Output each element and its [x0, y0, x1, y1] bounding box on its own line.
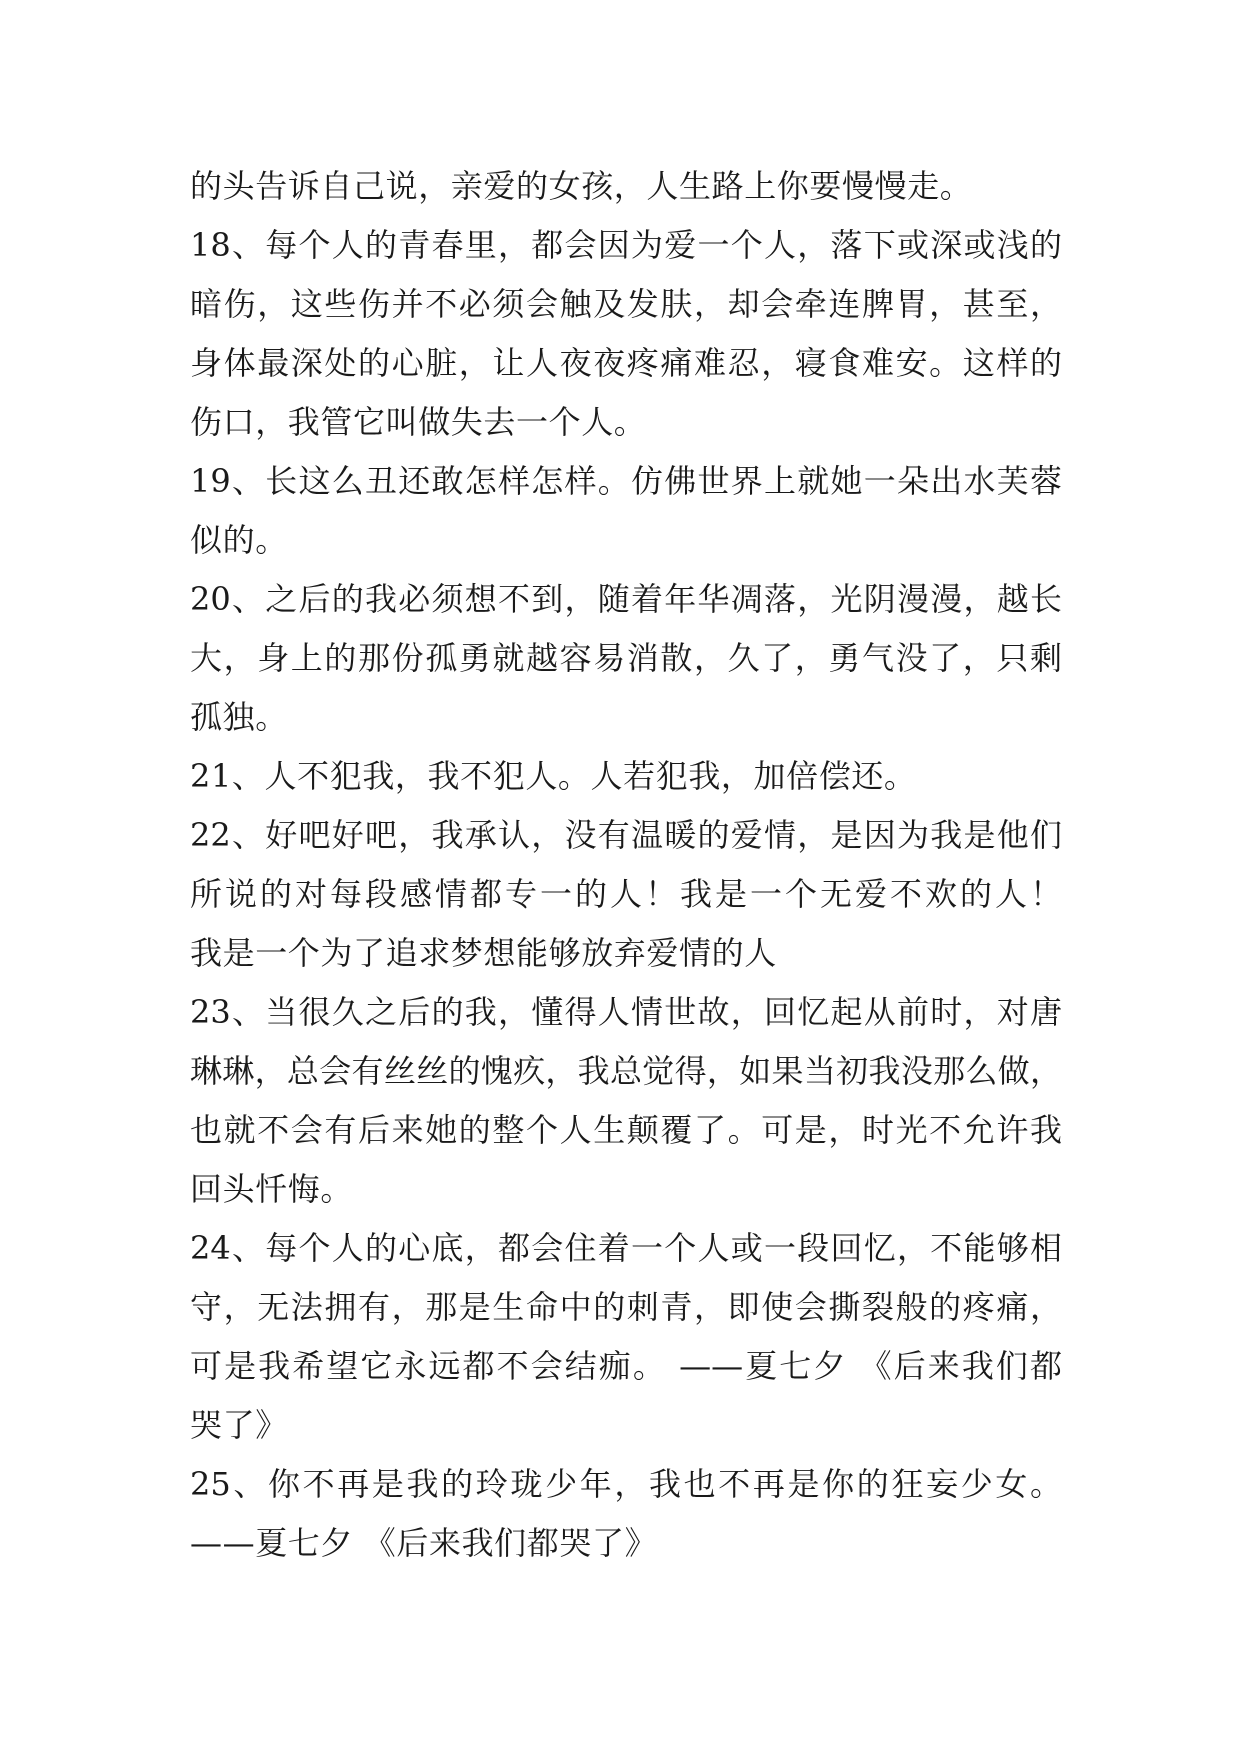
text-line: 身体最深处的心脏，让人夜夜疼痛难忍，寝食难安。这样的	[190, 344, 1062, 382]
text-line: 可是我希望它永远都不会结痂。 ——夏七夕 《后来我们都	[190, 1347, 1062, 1385]
text-line: 的头告诉自己说，亲爱的女孩，人生路上你要慢慢走。	[190, 167, 973, 205]
paragraph-24	[190, 1219, 1062, 1455]
text-line: 25、你不再是我的玲珑少年，我也不再是你的狂妄少女。	[190, 1465, 1062, 1503]
text-line: 守，无法拥有，那是生命中的刺青，即使会撕裂般的疼痛，	[190, 1288, 1062, 1326]
text-line: 20、之后的我必须想不到，随着年华凋落，光阴漫漫，越长	[190, 580, 1062, 618]
paragraph-19	[190, 452, 1062, 570]
paragraph-23	[190, 983, 1062, 1219]
text-line: 似的。	[190, 521, 288, 559]
text-line: 琳琳，总会有丝丝的愧疚，我总觉得，如果当初我没那么做，	[190, 1052, 1062, 1090]
text-line: 伤口，我管它叫做失去一个人。	[190, 403, 647, 441]
text-line: 21、人不犯我，我不犯人。人若犯我，加倍偿还。	[190, 757, 917, 795]
text-line: 大，身上的那份孤勇就越容易消散，久了，勇气没了，只剩	[190, 639, 1062, 677]
paragraph-21	[190, 747, 1062, 806]
text-line: 我是一个为了追求梦想能够放弃爱情的人	[190, 934, 777, 972]
text-line: 暗伤，这些伤并不必须会触及发肤，却会牵连脾胃，甚至，	[190, 285, 1062, 323]
text-line: 也就不会有后来她的整个人生颠覆了。可是，时光不允许我	[190, 1111, 1062, 1149]
document-body	[190, 157, 1062, 1573]
text-line: 22、好吧好吧，我承认，没有温暖的爱情，是因为我是他们	[190, 816, 1062, 854]
text-line: 19、长这么丑还敢怎样怎样。仿佛世界上就她一朵出水芙蓉	[190, 462, 1062, 500]
paragraph-18	[190, 216, 1062, 452]
paragraph-22	[190, 806, 1062, 983]
paragraph-25	[190, 1455, 1062, 1573]
text-line: 18、每个人的青春里，都会因为爱一个人，落下或深或浅的	[190, 226, 1062, 264]
text-line: ——夏七夕 《后来我们都哭了》	[190, 1524, 658, 1562]
text-line: 回头忏悔。	[190, 1170, 354, 1208]
text-line: 24、每个人的心底，都会住着一个人或一段回忆，不能够相	[190, 1229, 1062, 1267]
paragraph-20	[190, 570, 1062, 747]
text-line: 23、当很久之后的我，懂得人情世故，回忆起从前时，对唐	[190, 993, 1062, 1031]
text-line: 哭了》	[190, 1406, 288, 1444]
text-line: 所说的对每段感情都专一的人！我是一个无爱不欢的人！	[190, 875, 1062, 913]
paragraph-continuation	[190, 157, 1062, 216]
text-line: 孤独。	[190, 698, 288, 736]
